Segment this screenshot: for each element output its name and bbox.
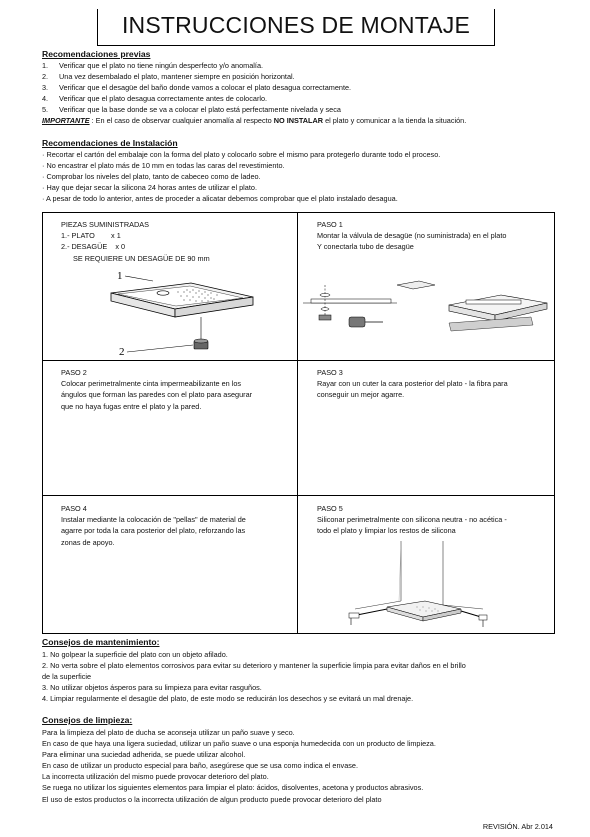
list-item: 4. Limpiar regularmente el desagüe del plato, de este modo se reducirán los desechos y se evitará un mal drenaje.: [42, 694, 414, 704]
paso-3-title: PASO 3: [317, 368, 343, 377]
list-item: 4. Verificar que el plato desagua correctamente antes de colocarlo.: [42, 94, 268, 104]
list-item: Se ruega no utilizar los siguientes elementos para limpiar el plato: ácidos, disolventes, acetona y productos abrasivos.: [42, 783, 424, 793]
list-item: 2. No verta sobre el plato elementos corrosivos para evitar su deterioro y mantener la superficie limpia para evitar daños en el brillo: [42, 661, 466, 671]
paso-1-illustration: [301, 273, 551, 339]
paso-5-illustration: [343, 541, 493, 631]
paso-1-cell: [317, 219, 551, 253]
paso-4-line: zonas de apoyo.: [61, 537, 115, 547]
divider: [297, 213, 298, 633]
list-item: 5. Verificar que la base donde se va a colocar el plato está perfectamente nivelada y seca: [42, 105, 341, 115]
instalacion-list: [42, 149, 440, 204]
paso-5-line: Siliconar perimetralmente con silicona neutra - no acética -: [317, 515, 507, 525]
paso-1-line: Montar la válvula de desagüe (no suministrada) en el plato: [317, 231, 507, 241]
paso-2-line: que no haya fugas entre el plato y la pared.: [61, 401, 202, 411]
paso-4-line: Instalar mediante la colocación de "pellas" de material de: [61, 515, 246, 525]
list-item: En caso de utilizar un producto especial para baño, asegúrese que se usa como indica el envase.: [42, 761, 358, 771]
steps-grid: [42, 212, 555, 634]
list-item: · No encastrar el plato más de 10 mm en todas las caras del revestimiento.: [42, 161, 285, 171]
piezas-item-plato: 1.- PLATO x 1: [61, 231, 121, 241]
section-heading-mantenimiento: Consejos de mantenimiento:: [42, 637, 160, 647]
paso-5-line: todo el plato y limpiar los restos de silicona: [317, 526, 456, 536]
paso-4-line: agarre por toda la cara posterior del plato, reforzando las: [61, 526, 246, 536]
important-note: IMPORTANTE : En el caso de observar cualquier anomalía al respecto NO INSTALAR el plato y comunicar a la tienda la situación.: [42, 116, 467, 126]
list-item: 2. Una vez desembalado el plato, mantener siempre en posición horizontal.: [42, 72, 295, 82]
paso-1-title: PASO 1: [317, 220, 343, 229]
piezas-note: SE REQUIERE UN DESAGÜE DE 90 mm: [73, 253, 210, 263]
list-item: 3. No utilizar objetos ásperos para su limpieza para evitar rasguños.: [42, 683, 262, 693]
list-item: 3. Verificar que el desagüe del baño donde vamos a colocar el plato desagua correctamente.: [42, 83, 352, 93]
paso-3-cell: [317, 367, 551, 401]
list-item: de la superficie: [42, 672, 92, 682]
paso-2-cell: [61, 367, 293, 412]
paso-5-title: PASO 5: [317, 504, 343, 513]
revision-label: REVISIÓN. Abr 2.014: [482, 822, 553, 831]
previas-list: [42, 60, 466, 127]
list-item: En caso de que haya una ligera suciedad, utilizar un paño suave o una esponja humedecida con un producto de limpieza.: [42, 739, 436, 749]
list-item: 1. No golpear la superficie del plato con un objeto afilado.: [42, 650, 228, 659]
list-item: Para la limpieza del plato de ducha se aconseja utilizar un paño suave y seco.: [42, 728, 295, 737]
list-item: · Hay que dejar secar la silicona 24 horas antes de utilizar el plato.: [42, 183, 257, 193]
paso-2-line: ángulos que forman las paredes con el plato para asegurar: [61, 390, 253, 400]
mantenimiento-list: [42, 649, 466, 704]
list-item: El uso de estos productos o la incorrecta utilización de algun producto puede provocar deterioro del plato: [42, 794, 382, 804]
paso-5-cell: [317, 503, 551, 537]
list-item: Para eliminar una suciedad adherida, se puede utilizar alcohol.: [42, 750, 246, 760]
paso-4-title: PASO 4: [61, 504, 87, 513]
shower-tray-illustration: [83, 265, 283, 361]
callout-number-1: 1: [117, 270, 123, 282]
list-item: · A pesar de todo lo anterior, antes de proceder a alicatar debemos comprobar que el plato instalado desagua.: [42, 194, 398, 204]
paso-1-line: Y conectarla tubo de desagüe: [317, 242, 414, 252]
piezas-item-desague: 2.- DESAGÜE x 0: [61, 242, 126, 252]
divider: [43, 495, 554, 496]
section-heading-limpieza: Consejos de limpieza:: [42, 715, 133, 725]
paso-4-cell: [61, 503, 293, 548]
callout-number-2: 2: [119, 346, 125, 358]
page-title: INSTRUCCIONES DE MONTAJE: [97, 9, 495, 46]
list-item: La incorrecta utilización del mismo puede provocar deterioro del plato.: [42, 772, 269, 782]
section-heading-instalacion: Recomendaciones de Instalación: [42, 138, 178, 148]
paso-2-title: PASO 2: [61, 368, 87, 377]
list-item: 1. Verificar que el plato no tiene ningún desperfecto y/o anomalía.: [42, 61, 264, 70]
list-item: · Comprobar los niveles del plato, tanto de cabeceo como de ladeo.: [42, 172, 261, 182]
limpieza-list: [42, 727, 436, 805]
paso-3-line: Rayar con un cuter la cara posterior del plato - la fibra para: [317, 379, 508, 389]
piezas-title: PIEZAS SUMINISTRADAS: [61, 220, 149, 229]
section-heading-previas: Recomendaciones previas: [42, 49, 151, 59]
paso-3-line: conseguir un mejor agarre.: [317, 390, 405, 400]
paso-2-line: Colocar perimetralmente cinta impermeabilizante en los: [61, 379, 242, 389]
list-item: · Recortar el cartón del embalaje con la forma del plato y colocarlo sobre el mismo para protegerlo durante todo el proceso.: [42, 150, 441, 159]
